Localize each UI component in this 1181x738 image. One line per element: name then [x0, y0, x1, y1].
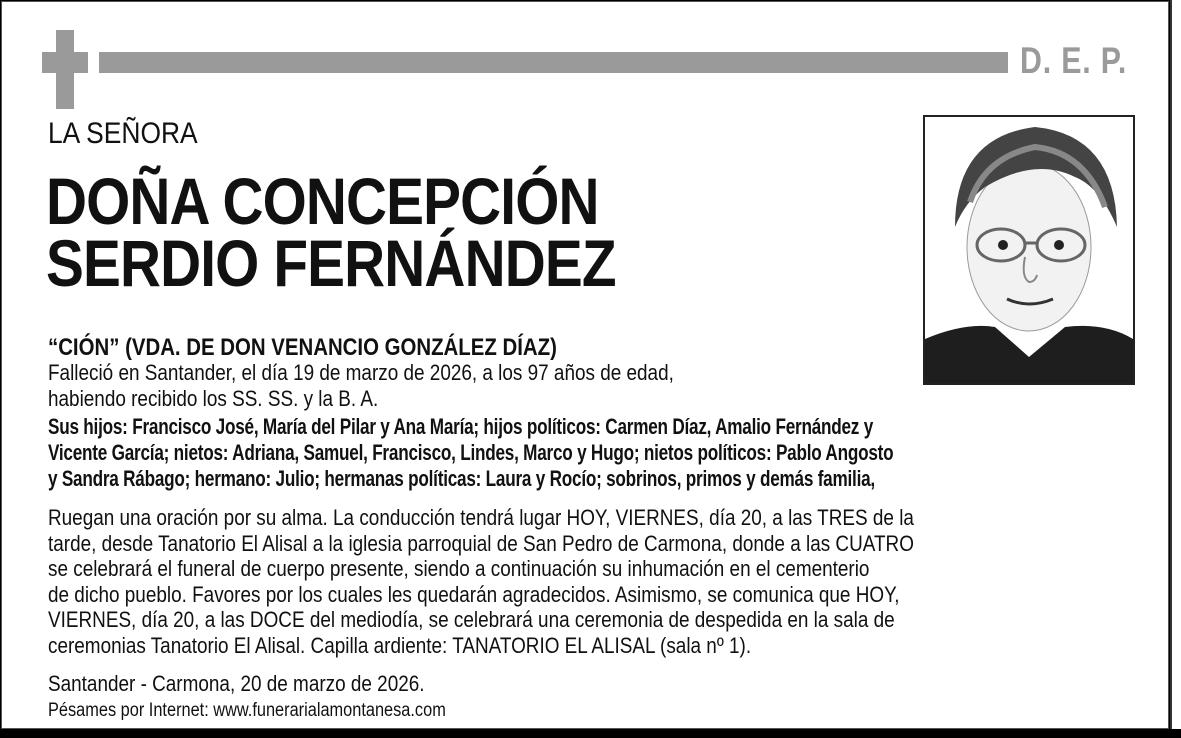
dep-label: D. E. P.: [1020, 40, 1128, 81]
place-date: Santander - Carmona, 20 de marzo de 2026.: [48, 671, 425, 696]
death-notice-line: habiendo recibido los SS. SS. y la B. A.: [48, 385, 379, 411]
portrait-image-icon: [925, 117, 1133, 383]
family-list: [48, 414, 893, 492]
obituary-card: [1, 1, 1169, 729]
announcement-line: de dicho pueblo. Favores por los cuales les quedarán agradecidos. Asimismo, se comunica que HOY,: [48, 581, 900, 607]
announcement-line: Ruegan una oración por su alma. La conducción tendrá lugar HOY, VIERNES, día 20, a las TRES de la: [48, 505, 914, 530]
announcement-line: se celebrará el funeral de cuerpo presente, siendo a continuación su inhumación en el cementerio: [48, 556, 870, 581]
condolences-link[interactable]: Pésames por Internet: www.funerarialamontanesa.com: [48, 700, 446, 721]
portrait-photo: [923, 115, 1135, 385]
announcement: [48, 505, 914, 658]
name-line-2: SERDIO FERNÁNDEZ: [46, 226, 616, 300]
name-line-1: DOÑA CONCEPCIÓN: [46, 164, 599, 238]
nickname: “CIÓN” (VDA. DE DON VENANCIO GONZÁLEZ DÍAZ): [48, 334, 557, 361]
bottom-border: [0, 729, 1181, 738]
family-line: Sus hijos: Francisco José, María del Pilar y Ana María; hijos políticos: Carmen Díaz, Amalio Fernández y: [48, 414, 874, 439]
announcement-line: tarde, desde Tanatorio El Alisal a la iglesia parroquial de San Pedro de Carmona, donde a las CUATRO: [48, 530, 914, 556]
family-line: Vicente García; nietos: Adriana, Samuel, Francisco, Lindes, Marco y Hugo; nietos políticos: Pablo Angosto: [48, 440, 894, 465]
announcement-line: VIERNES, día 20, a las DOCE del mediodía, se celebrará una ceremonia de despedida en la sala de: [48, 607, 895, 632]
death-notice-line: Falleció en Santander, el día 19 de marzo de 2026, a los 97 años de edad,: [48, 360, 674, 385]
salutation: LA SEÑORA: [48, 117, 198, 150]
death-notice: [48, 360, 674, 411]
right-border: [1170, 0, 1181, 738]
cross-icon-bar: [42, 52, 88, 73]
deceased-name: [46, 164, 616, 300]
family-line: y Sandra Rábago; hermano: Julio; hermanas políticas: Laura y Rocío; sobrinos, primos y demás familia,: [48, 466, 875, 491]
header-rule: [99, 52, 1008, 73]
announcement-line: ceremonias Tanatorio El Alisal. Capilla ardiente: TANATORIO EL ALISAL (sala nº 1).: [48, 632, 752, 658]
